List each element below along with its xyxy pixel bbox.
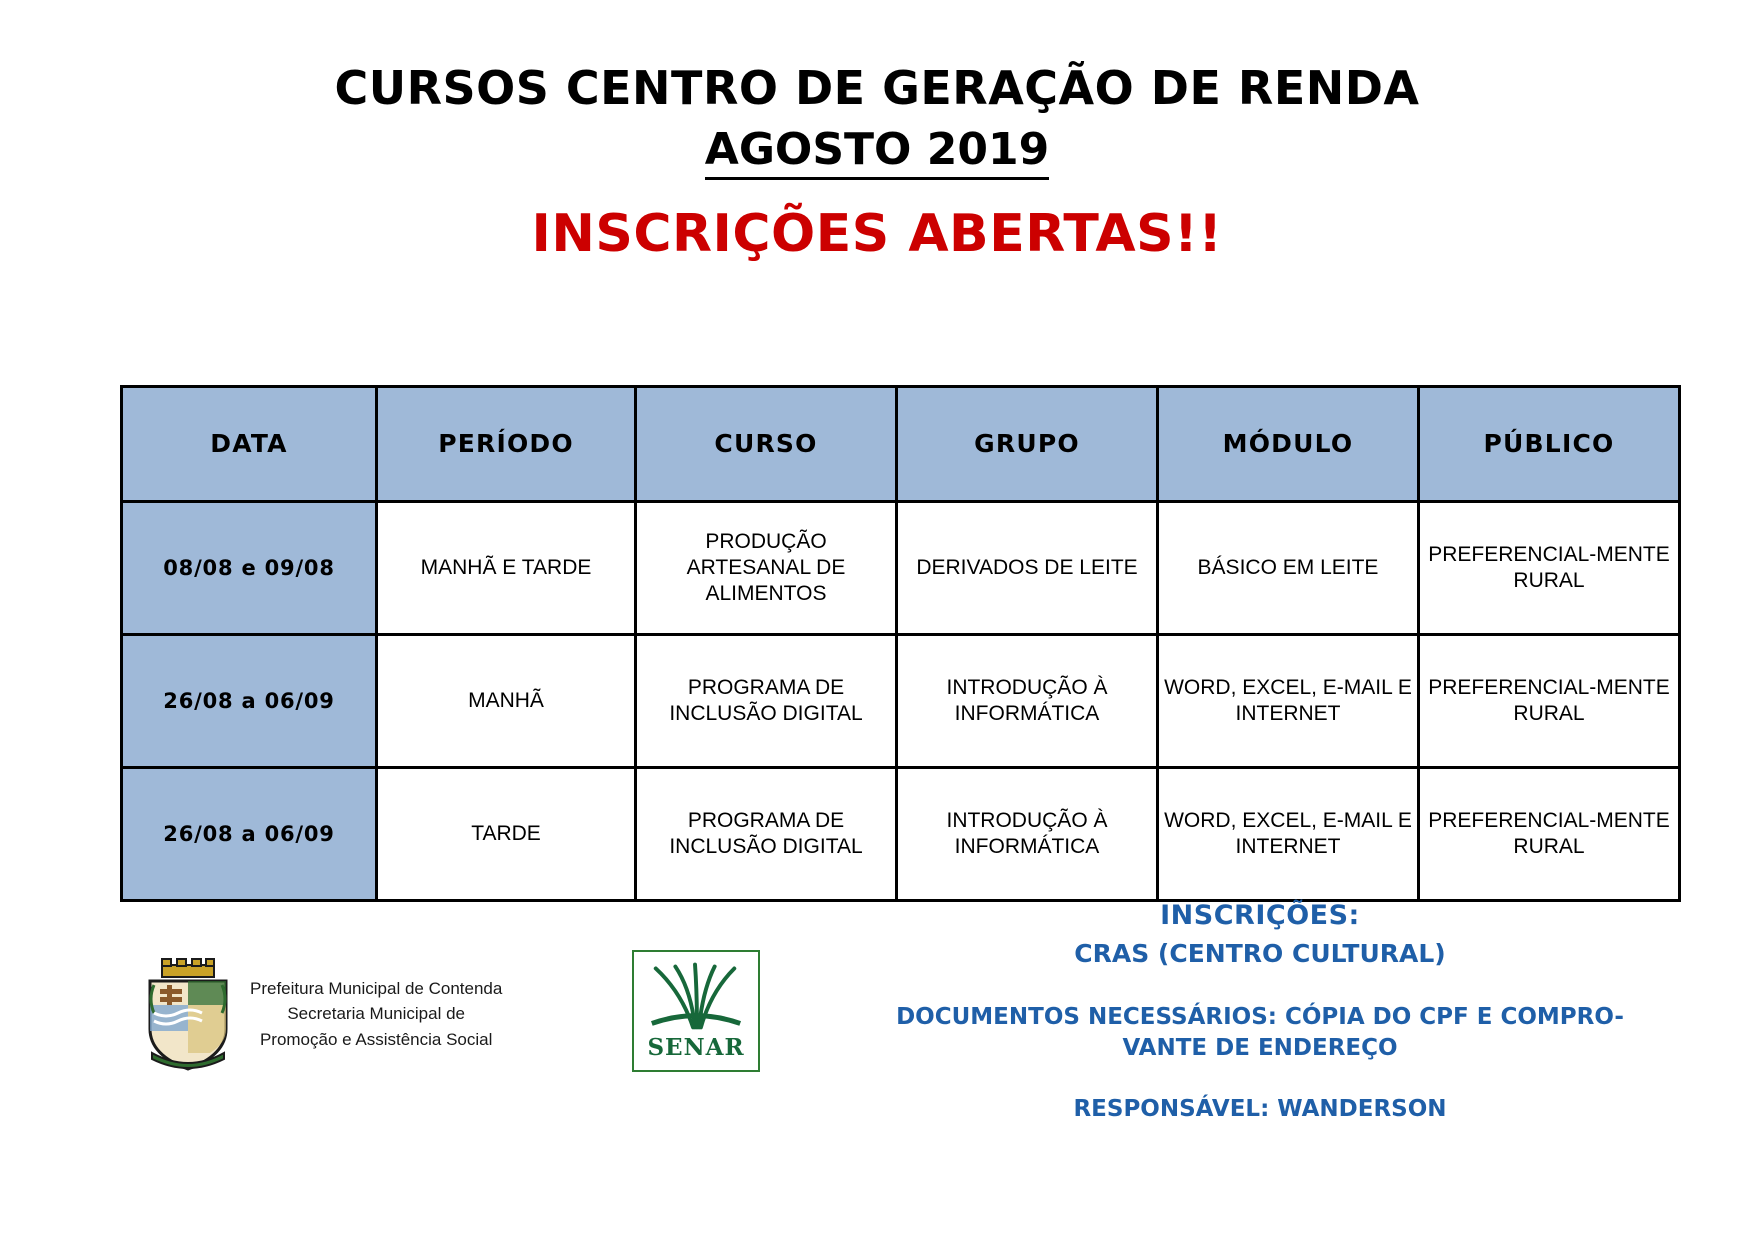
- cell-grupo: DERIVADOS DE LEITE: [897, 502, 1158, 635]
- required-documents: DOCUMENTOS NECESSÁRIOS: CÓPIA DO CPF E COMPRO-VANTE DE ENDEREÇO: [896, 1004, 1624, 1062]
- cell-curso: PROGRAMA DE INCLUSÃO DIGITAL: [636, 768, 897, 901]
- cell-periodo: MANHÃ: [377, 635, 636, 768]
- column-header-modulo: MÓDULO: [1158, 387, 1419, 502]
- column-header-grupo: GRUPO: [897, 387, 1158, 502]
- column-header-publico: PÚBLICO: [1419, 387, 1680, 502]
- prefeitura-line-1: Prefeitura Municipal de Contenda: [250, 978, 503, 998]
- cell-grupo: INTRODUÇÃO À INFORMÁTICA: [897, 768, 1158, 901]
- municipal-branding: [140, 955, 502, 1073]
- column-header-curso: CURSO: [636, 387, 897, 502]
- poster-header: [0, 0, 1754, 264]
- cell-modulo: WORD, EXCEL, E-MAIL E INTERNET: [1158, 768, 1419, 901]
- schedule-table: [120, 385, 1681, 902]
- registration-location: CRAS (CENTRO CULTURAL): [1074, 939, 1446, 968]
- cell-publico: PREFERENCIAL-MENTE RURAL: [1419, 768, 1680, 901]
- cell-data: 26/08 a 06/09: [122, 635, 377, 768]
- cell-publico: PREFERENCIAL-MENTE RURAL: [1419, 635, 1680, 768]
- poster-footer: [0, 900, 1754, 1200]
- registration-info: [880, 900, 1640, 1122]
- cell-data: 26/08 a 06/09: [122, 768, 377, 901]
- page-title: CURSOS CENTRO DE GERAÇÃO DE RENDA: [334, 61, 1420, 115]
- page-subtitle-text: AGOSTO 2019: [705, 124, 1049, 180]
- coat-of-arms-icon: [140, 955, 236, 1073]
- enrollment-banner: INSCRIÇÕES ABERTAS!!: [531, 204, 1223, 265]
- prefeitura-line-3: Promoção e Assistência Social: [259, 1029, 493, 1049]
- senar-logo: [632, 950, 760, 1072]
- table-row: [122, 502, 1680, 635]
- cell-modulo: WORD, EXCEL, E-MAIL E INTERNET: [1158, 635, 1419, 768]
- table-row: [122, 768, 1680, 901]
- cell-modulo: BÁSICO EM LEITE: [1158, 502, 1419, 635]
- column-header-periodo: PERÍODO: [377, 387, 636, 502]
- cell-data: 08/08 e 09/08: [122, 502, 377, 635]
- cell-curso: PRODUÇÃO ARTESANAL DE ALIMENTOS: [636, 502, 897, 635]
- cell-periodo: TARDE: [377, 768, 636, 901]
- column-header-data: DATA: [122, 387, 377, 502]
- course-schedule: [120, 385, 1670, 902]
- municipal-text: [250, 976, 502, 1053]
- senar-leaf-icon: [642, 958, 750, 1032]
- prefeitura-line-2: Secretaria Municipal de: [287, 1004, 465, 1024]
- registration-title: INSCRIÇÕES:: [1160, 900, 1360, 931]
- cell-publico: PREFERENCIAL-MENTE RURAL: [1419, 502, 1680, 635]
- table-header-row: [122, 387, 1680, 502]
- cell-grupo: INTRODUÇÃO À INFORMÁTICA: [897, 635, 1158, 768]
- responsible-person: RESPONSÁVEL: WANDERSON: [1073, 1096, 1447, 1123]
- senar-wordmark: SENAR: [647, 1034, 745, 1061]
- cell-curso: PROGRAMA DE INCLUSÃO DIGITAL: [636, 635, 897, 768]
- page-subtitle: [0, 121, 1754, 178]
- cell-periodo: MANHÃ E TARDE: [377, 502, 636, 635]
- table-row: [122, 635, 1680, 768]
